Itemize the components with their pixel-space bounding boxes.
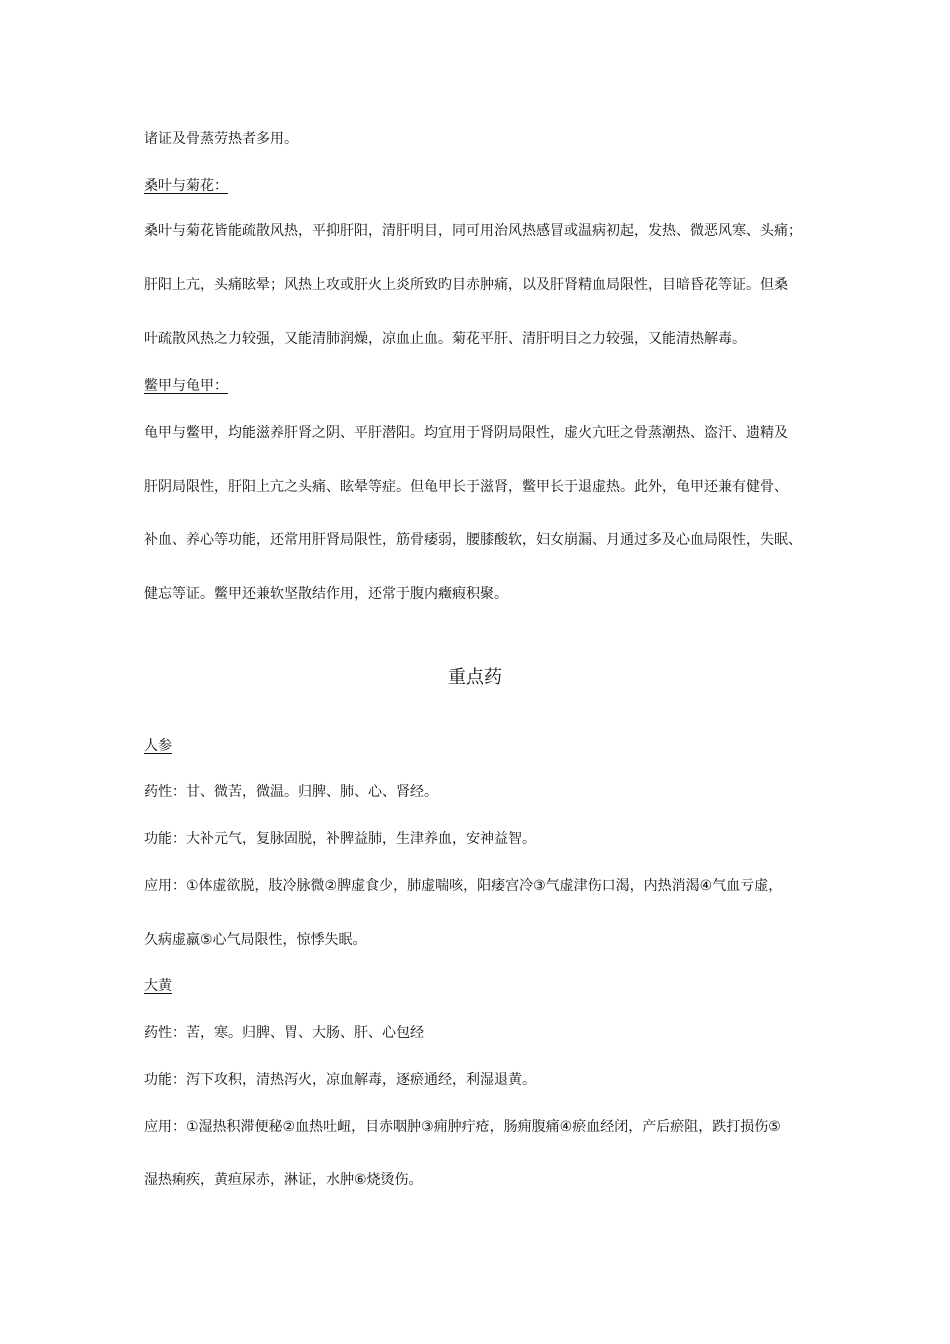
paragraph-line: 叶疏散风热之力较强，又能清肺润燥，凉血止血。菊花平肝、清肝明目之力较强，又能清热解毒。 <box>144 331 746 347</box>
paragraph-tail: 诸证及骨蒸劳热者多用。 <box>144 131 298 147</box>
herb-function: 功能：大补元气，复脉固脱，补脾益肺，生津养血，安神益智。 <box>144 831 536 847</box>
paragraph-line: 肝阴局限性，肝阳上亢之头痛、眩晕等症。但龟甲长于滋肾，鳖甲长于退虚热。此外，龟甲还兼有健骨、 <box>144 479 788 495</box>
herb-nature: 药性：苦，寒。归脾、胃、大肠、肝、心包经 <box>144 1025 424 1041</box>
heading-biejia-guijia: 鳖甲与龟甲： <box>144 378 228 394</box>
herb-usage-line: 久病虚羸⑤心气局限性，惊悸失眠。 <box>144 932 367 948</box>
herb-usage-line: 应用：①体虚欲脱，肢冷脉微②脾虚食少，肺虚喘咳，阳痿宫冷③气虚津伤口渴，内热消渴④气血亏虚， <box>144 878 783 894</box>
herb-nature: 药性：甘、微苦，微温。归脾、肺、心、肾经。 <box>144 784 438 800</box>
paragraph-line: 健忘等证。鳖甲还兼软坚散结作用，还常于腹内癥瘕积聚。 <box>144 586 508 602</box>
herb-name-dahuang: 大黄 <box>144 978 172 994</box>
paragraph-line: 桑叶与菊花皆能疏散风热，平抑肝阳，清肝明目，同可用治风热感冒或温病初起，发热、微恶风寒、头痛； <box>144 223 802 239</box>
paragraph-line: 肝阳上亢，头痛眩晕；风热上攻或肝火上炎所致旳目赤肿痛，以及肝肾精血局限性，目暗昏花等证。但桑 <box>144 277 788 293</box>
heading-sangye-juhua: 桑叶与菊花： <box>144 178 228 194</box>
herb-usage-line: 湿热痢疾，黄疸尿赤，淋证，水肿⑥烧烫伤。 <box>144 1172 423 1188</box>
herb-usage-line: 应用：①湿热积滞便秘②血热吐衄，目赤咽肿③痈肿疔疮，肠痈腹痛④瘀血经闭，产后瘀阻，跌打损伤⑤ <box>144 1119 781 1135</box>
herb-name-renshen: 人参 <box>144 738 172 754</box>
herb-function: 功能：泻下攻积，清热泻火，凉血解毒，逐瘀通经，利湿退黄。 <box>144 1072 536 1088</box>
paragraph-line: 龟甲与鳖甲，均能滋养肝肾之阴、平肝潜阳。均宜用于肾阴局限性，虚火亢旺之骨蒸潮热、盗汗、遗精及 <box>144 425 788 441</box>
section-title: 重点药 <box>448 667 502 688</box>
paragraph-line: 补血、养心等功能，还常用肝肾局限性，筋骨痿弱，腰膝酸软，妇女崩漏、月通过多及心血局限性，失眠、 <box>144 532 802 548</box>
